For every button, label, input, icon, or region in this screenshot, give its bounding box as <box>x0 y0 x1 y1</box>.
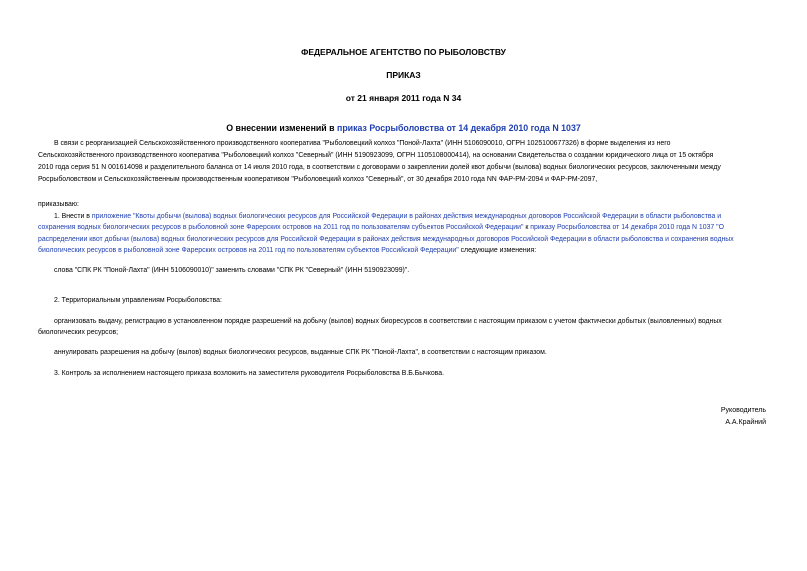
item2-annul: аннулировать разрешения на добычу (вылов) водных биологических ресурсов, выданные СПК РК "Поной-Лахта", в соответствии с настоящим приказом. <box>54 349 547 356</box>
appendix-link-cont[interactable]: сохранения водных биологических ресурсов в рыболовной зоне Фарерских островов на 2011 год по пользователям субъектов Российской Федерации" <box>38 224 524 231</box>
item1-suffix: следующие изменения: <box>458 247 537 254</box>
item2-organize-line-2: биологических ресурсов; <box>38 329 119 336</box>
document-date-number: от 21 января 2011 года N 34 <box>345 93 462 103</box>
order-link-cont[interactable]: распределении квот добычи (вылова) водных биологических ресурсов для Российской Федерации в районах действия международных договоров Российской Федерации в области рыболовства и сохранения водных <box>38 236 734 243</box>
signature-name: А.А.Крайний <box>725 419 766 426</box>
intro-line-4: Росрыболовством и Сельскохозяйственным производственным кооперативом "Рыболовецкий колхоз "Северный", от 30 декабря 2010 года NN ФАР-РМ-2094 и ФАР-РМ-2097, <box>38 176 598 183</box>
intro-line-1: В связи с реорганизацией Сельскохозяйственного производственного кооператива "Рыболовецкий колхоз "Поной-Лахта" (ИНН 5106090010, ОГРН 1025100677326) в форме выделения из него <box>54 140 671 147</box>
replacement-text: слова "СПК РК "Поной-Лахта" (ИНН 5106090010)" заменить словами "СПК РК "Северный" (ИНН 5190923099)". <box>54 267 410 274</box>
item3-text: 3. Контроль за исполнением настоящего приказа возложить на заместителя руководителя Росрыболовства В.Б.Бычкова. <box>54 370 445 377</box>
title-link-order-1037[interactable]: приказ Росрыболовства от 14 декабря 2010 года N 1037 <box>337 123 581 133</box>
order-link[interactable]: приказу Росрыболовства от 14 декабря 2010 года N 1037 "О <box>530 224 724 231</box>
prikazyvayu: приказываю: <box>38 201 79 208</box>
appendix-link[interactable]: приложение "Квоты добычи (вылова) водных биологических ресурсов для Российской Федерации в районах действия международных договоров Российской Федерации в области рыболовства и <box>91 213 722 220</box>
intro-line-3: 2010 года серия 51 N 001614098 и разделительного баланса от 14 июля 2010 года, в соответствии с договорами о закреплении долей квот добычи (вылова) водных биологических ресурсов, заключенными между <box>38 164 721 171</box>
intro-line-2: Сельскохозяйственного производственного кооператива "Рыболовецкий колхоз "Северный" (ИНН 5190923099, ОГРН 1105108000414), на основании Свидетельства о создании юридического лица от 15 октября <box>38 152 714 159</box>
agency-name: ФЕДЕРАЛЬНОЕ АГЕНТСТВО ПО РЫБОЛОВСТВУ <box>301 47 506 57</box>
document-title <box>0 123 807 133</box>
title-prefix: О внесении изменений в <box>226 123 337 133</box>
item1-prefix: 1. Внести в <box>54 213 92 220</box>
order-link-end[interactable]: биологических ресурсов в рыболовной зоне Фарерских островов на 2011 год по пользователям субъектов Российской Федерации" <box>38 247 459 254</box>
document-type: ПРИКАЗ <box>386 70 421 80</box>
item1-line-2 <box>38 222 724 234</box>
item2-heading: 2. Территориальным управлениям Росрыболовства: <box>54 297 222 304</box>
item1-line-4 <box>38 245 536 257</box>
item1-k: к <box>523 224 531 231</box>
signature-position: Руководитель <box>720 407 766 414</box>
item2-organize-line-1: организовать выдачу, регистрацию в установленном порядке разрешений на добычу (вылов) водных биоресурсов в соответствии с настоящим приказом с учетом фактически добытых (выловленных) водных <box>54 318 722 325</box>
